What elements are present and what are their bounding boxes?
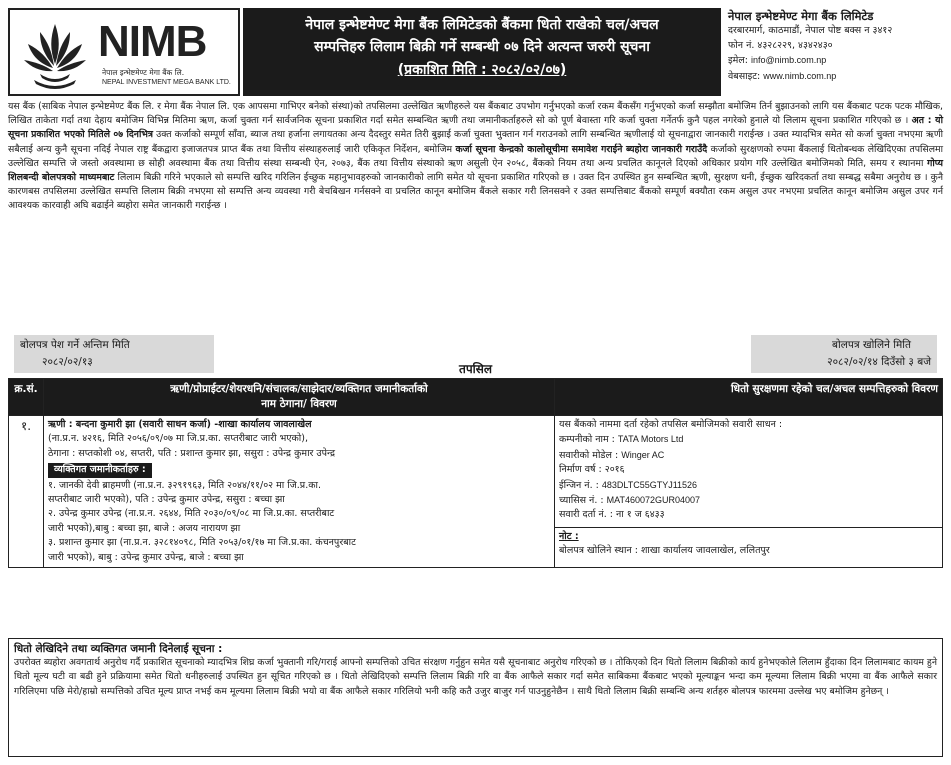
intro-bold-sealed-bid: गोप्य शिलबन्दी बोलपत्रको माध्यमबाट bbox=[8, 157, 943, 184]
bank-website-row bbox=[728, 69, 943, 85]
guarantor-1-a: १. जानकी देवी ब्राहमणी (ना.प्र.न. ३२९१९६३, मिति २०४४/११/०२ मा जि.प्र.का. bbox=[48, 479, 321, 491]
borrower-title: ऋणी : बन्दना कुमारी झा (सवारी साधन कर्जा) -शाखा कार्यालय जावलाखेल bbox=[48, 419, 312, 430]
asset-company bbox=[559, 432, 938, 447]
company-value: TATA Motors Ltd bbox=[617, 434, 684, 445]
email-link[interactable]: info@nimb.com.np bbox=[751, 55, 827, 65]
chassis-label: च्यासिस नं. : bbox=[559, 495, 604, 507]
bank-name: नेपाल इन्भेष्टमेण्ट मेगा बैंक लिमिटेड bbox=[728, 9, 874, 23]
note-label: नोट : bbox=[559, 530, 579, 542]
email-label: इमेल: bbox=[728, 55, 748, 66]
logo-wordmark: NIMB bbox=[98, 17, 207, 66]
header-borrower bbox=[44, 379, 555, 416]
asset-model bbox=[559, 448, 938, 463]
intro-text-3: कर्जाको सुरक्षणको रुपमा बैंकलाई धितोबन्धक लेखिदिएका तपसिलमा उल्लेखित सम्पत्ति जे जस्तो अवस्थामा छ सोही अवस्थामा बैंक तथा वित्तीय संस्था सम्बन्धी ऐन, २०७३, बैंक तथा वित्तीय संस्थाको ऋण असुली ऐन २०५८, बैंकको नियम तथा अन्य प्रचलित कानूनले दिएको अधिकार प्रयोग गरि उल्लेखित बमोजिमको मिति, समय र स्थानमा bbox=[8, 143, 944, 169]
publish-date: (प्रकाशित मिति : २०८२/०२/०७) bbox=[397, 62, 567, 78]
notice-title-box bbox=[243, 8, 721, 96]
table-row bbox=[9, 416, 943, 568]
asset-divider bbox=[555, 527, 942, 528]
company-label: कम्पनीको नाम : bbox=[559, 434, 615, 446]
table-header-row bbox=[9, 379, 943, 416]
asset-engine bbox=[559, 478, 938, 493]
opening-label: बोलपत्र खोलिने मिति bbox=[832, 339, 911, 351]
borrower-detail-1: (ना.प्र.न. ४२१६, मिति २०५६/०९/०७ मा जि.प्र.का. सप्तरीबाट जारी भएको), bbox=[48, 433, 308, 445]
notice-page bbox=[8, 8, 943, 757]
website-link[interactable]: www.nimb.com.np bbox=[763, 70, 837, 81]
asset-chassis bbox=[559, 493, 938, 508]
borrower-detail-2: ठेगाना : सप्तकोशी ०४, सप्तरी, पति : प्रशान्त कुमार झा, ससुरा : उपेन्द्र कुमार उपेन्द्र bbox=[48, 447, 336, 459]
guarantor-3-b: जारी भएको), बाबु : उपेन्द्र कुमार उपेन्द्र, बाजे : बच्चा झा bbox=[48, 551, 244, 563]
submission-label: बोलपत्र पेश गर्ने अन्तिम मिति bbox=[20, 339, 130, 351]
submission-date: २०८२/०२/१३ bbox=[42, 356, 93, 368]
intro-text-2: उक्त कर्जाको सम्पूर्ण साँवा, ब्याज तथा हर्जाना लगायतका अन्य दैदस्तुर समेत तिरी बुझाई कर्जा चुक्ता भुक्तान गर्न गराउनको लागि सम्बन्धित ऋणीलाई यो सूचनाद्वारा जानकारी गराईन्छ । उक्त म्यादभित्र समेत सो कर्जा चुक्ता नभएमा ऋणी सबैलाई अन्य कुनै सूचना नदिई नेपाल राष्ट्र बैंकद्वारा इजाजतपत्र प्राप्त बैंक तथा वित्तीय संस्थाहरुलाई जारी एकिकृत निर्देशन, बमोजिम bbox=[8, 129, 943, 155]
asset-intro: यस बैंकको नाममा दर्ता रहेको तपसिल बमोजिमको सवारी साधन : bbox=[559, 419, 783, 430]
bank-logo bbox=[8, 8, 240, 96]
row-sn: १. bbox=[9, 416, 44, 568]
guarantor-notice bbox=[8, 638, 943, 757]
guarantor-2-b: जारी भएको),बाबु : बच्चा झा, बाजे : अजय नारायण झा bbox=[48, 522, 241, 534]
intro-text-4: लिलाम बिक्री गरिने भएकाले सो सम्पत्ति खरिद गरिलिन ईच्छुक महानुभावहरुको जानकारीको लागि समेत यो सूचना प्रकाशित गरिएको छ । उक्त दिन उपस्थित हुन सम्बन्धित ऋणी, सुरक्षण धनी, ईच्छुक खरिदकर्ता तथा सम्बद्ध सबैमा अनुरोध छ । कुनै कारणबस तपसिलमा उल्लेखित सम्पत्ति लिलाम बिक्री नभएमा सो सम्पत्ति अन्य व्यवस्था गरी बेचबिखन गर्नसक्ने वा प्रचलित कानून बमोजिम बैंकले सकार गरी लिनसक्ने र उक्त सम्पत्तिबाट बैंकको सम्पूर्ण बक्यौता रकम असुल उपर नभएमा प्रचलित कानून बमोजिम असुल उपर गर्न आवश्यक कारवाही अघि बढाईने ब्यहोरा समेत जानकारी गराईन्छ । bbox=[8, 172, 943, 212]
engine-value: 483DLTC55GTYJ11526 bbox=[601, 479, 698, 490]
note-text: बोलपत्र खोलिने स्थान : शाखा कार्यालय जावलाखेल, ललितपुर bbox=[559, 545, 770, 557]
bank-phone: फोन नं. ४३२८२२९, ४३४२४३० bbox=[728, 39, 833, 51]
website-label: वेबसाइट: bbox=[728, 70, 761, 82]
bank-contact bbox=[724, 8, 943, 96]
model-value: Winger AC bbox=[621, 449, 665, 460]
header-asset: धितो सुरक्षणमा रहेको चल/अचल सम्पत्तिहरुको विवरण bbox=[555, 379, 943, 416]
notice-title-line1: नेपाल इन्भेष्टमेण्ट मेगा बैंक लिमिटेडको बैंकमा धितो राखेको चल/अचल bbox=[305, 17, 659, 33]
bank-email-row bbox=[728, 53, 943, 69]
logo-nepali-name: नेपाल इन्भेष्टमेण्ट मेगा बैंक लि. bbox=[102, 68, 185, 77]
notice-title-line2: सम्पत्तिहरु लिलाम बिक्री गर्ने सम्बन्धी ०७ दिने अत्यन्त जरुरी सूचना bbox=[314, 39, 650, 55]
guarantor-1-b: सप्तरीबाट जारी भएको), पति : उपेन्द्र कुमार उपेन्द्र, ससुरा : बच्चा झा bbox=[48, 494, 285, 506]
intro-bold-blacklist: कर्जा सूचना केन्द्रको कालोसूचीमा समावेश गराईने ब्यहोरा जानकारी गराउँदै bbox=[455, 143, 708, 155]
intro-bold-deadline: अत : यो सूचना प्रकाशित भएको मितिले ०७ दिनभित्र bbox=[8, 115, 943, 141]
model-label: सवारीको मोडेल : bbox=[559, 449, 619, 461]
header-borrower-line1: ऋणी/प्रोप्राईटर/शेयरधनि/संचालक/साझेदार/व्यक्तिगत जमानीकर्ताको bbox=[170, 383, 428, 395]
bank-address: दरबारमार्ग, काठमाडौं, नेपाल पोष्ट बक्स न ३४१२ bbox=[728, 25, 893, 36]
guarantor-3-a: ३. प्रशान्त कुमार झा (ना.प्र.न. ३२८१४०९८, मिति २०५३/०१/१७ मा जि.प्र.का. कंचनपुरबाट bbox=[48, 537, 356, 549]
chassis-value: MAT460072GUR04007 bbox=[606, 495, 700, 506]
intro-text-1: यस बैंक (साबिक नेपाल इन्भेष्टमेण्ट बैंक लि. र मेगा बैंक नेपाल लि. एक आपसमा गाभिएर बनेको संस्था)को तपसिलमा उल्लेखित ऋणीहरुले यस बैंकबाट उपभोग गर्नुभएको कर्जा रकम बैंकसँग गर्नुभएको कर्जा सम्झौता बमोजिम तिर्न बुझाउनको लागि यस बैंकबाट पटक पटक मौखिक, लिखित ताकेता गर्दा तथा देहाय बमोजिम विभिन्न मितिमा ऋण, कर्जा चुक्ता गर्न सार्वजनिक सूचना प्रकाशित गर्दा समेत सम्बन्धित ऋणी तथा जमानीकर्ताहरुले सो को पूर्ण बेवास्ता गरि कर्जा चुक्ता गर्नेतर्फ कुनै पहल नगरेको हुनाले यो लिलाम सूचना प्रकाशित गरिएको छ । bbox=[8, 101, 943, 127]
notice-header bbox=[8, 8, 943, 96]
opening-date: २०८२/०२/१४ दिउँसो ३ बजे bbox=[827, 356, 931, 368]
schedule-title: तपसिल bbox=[458, 362, 492, 376]
header-borrower-line2: नाम ठेगाना/ विवरण bbox=[261, 398, 337, 410]
notice-body bbox=[8, 100, 943, 214]
engine-label: ईन्जिन नं. : bbox=[559, 479, 599, 491]
asset-cell bbox=[555, 416, 943, 568]
lotus-icon bbox=[20, 20, 90, 90]
guarantor-notice-heading: धितो लेखिदिने तथा व्यक्तिगत जमानी दिनेलाई सूचना : bbox=[14, 643, 223, 655]
borrower-cell bbox=[44, 416, 555, 568]
header-sn: क्र.सं. bbox=[9, 379, 44, 416]
guarantor-heading: व्यक्तिगत जमानीकर्ताहरु : bbox=[48, 463, 152, 477]
asset-registration: सवारी दर्ता नं. : ना १ ज ६४३३ bbox=[559, 509, 665, 521]
schedule-table bbox=[8, 378, 943, 568]
guarantor-notice-body: उपरोक्त ब्यहोरा अवगतार्थ अनुरोध गर्दै प्रकाशित सूचनाको म्यादभित्र शिघ्र कर्जा भुक्तानी गरि/गराई आफ्नो सम्पत्तिको उचित संरक्षण गर्नुहुन समेत यसै सूचनाबाट अनुरोध गरिएको छ । तोकिएको दिन धितो लिलाम बिक्रीको कार्य हुनेभएकोले लिलाम हुँदाका दिन लिलामबाट कायम हुने धितो मूल्य घटी वा बढी हुने प्रक्रियामा समेत धितो धनीहरुलाई उपस्थित हुन सूचित गरिएको छ । धितो लेखिदिएको सम्पत्ति लिलाम बिक्री गरि वा बैंक आफैले सकार गर्दा समेत साबिकमा बैंकबाट भएको मूल्याङ्कन भन्दा कम मूल्यमा लिलाम बिक्री भएमा वा बैंक आफैले सकार गरिलिएमा पछि मेरो/हाम्रो सम्पत्तिको उचित मूल्य प्राप्त नभई कम मूल्यमा लिलाम बिक्री भयो वा बैंक आफैले सकार गरिलियो भनी कहि कतै उजुर बाजुर गर्न पाउनुहुनेछैन । साथै धितो लिलाम बिक्री सम्बन्धि अन्य शर्तहरु बोलपत्र फारममा उल्लेख भए बमोजिम हुनेछन् । bbox=[14, 657, 937, 697]
guarantor-2-a: २. उपेन्द्र कुमार उपेन्द्र (ना.प्र.न. २६४४, मिति २०३०/०९/०८ मा जि.प्र.का. सप्तरीबाट bbox=[48, 508, 335, 520]
logo-english-name: NEPAL INVESTMENT MEGA BANK LTD. bbox=[102, 79, 231, 86]
asset-year: निर्माण वर्ष : २०१६ bbox=[559, 464, 625, 476]
